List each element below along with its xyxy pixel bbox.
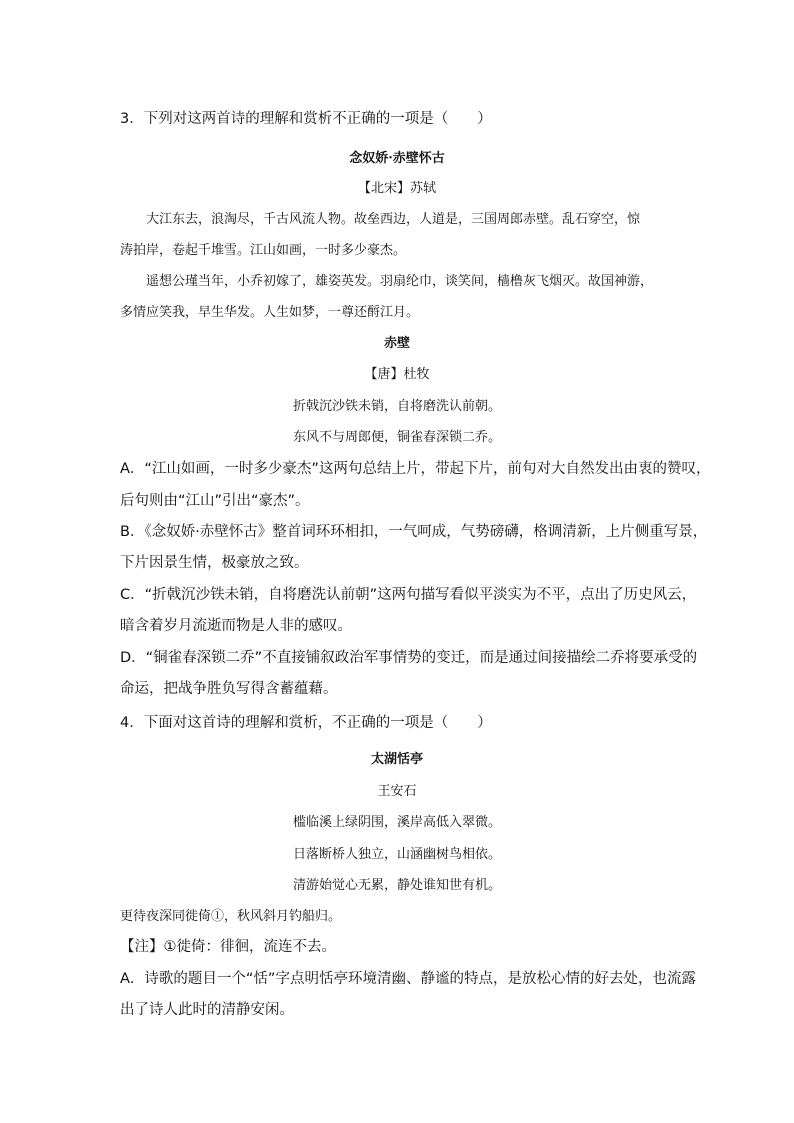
poem-2-line: 折戟沉沙铁未销，自将磨洗认前朝。 [292,399,501,414]
poem-2-title: 赤壁 [383,336,410,351]
poem-3-line: 更待夜深同徙倚①，秋风斜月钓船归。 [120,909,342,924]
poem-1-line: 大江东去，浪淘尽，千古风流人物。故垒西边，人道是，三国周郎赤壁。乱石穿空，惊 [146,212,641,227]
poem-1-line: 涛拍岸，卷起千堆雪。江山如画，一时多少豪杰。 [120,243,407,258]
poem-1-author: 【北宋】苏轼 [357,181,436,196]
poem-2-line: 东风不与周郎便，铜雀春深锁二乔。 [292,430,501,445]
poem-1-line: 多情应笑我，早生华发。人生如梦，一尊还酹江月。 [120,305,420,320]
question-3-stem: 3．下列对这两首诗的理解和赏析不正确的一项是（ ） [120,111,492,127]
option-b-cont: 下片因景生情，极豪放之致。 [120,555,309,571]
option-d: D．“铜雀春深锁二乔”不直接铺叙政治军事情势的变迁，而是通过间接描绘二乔将要承受的 [120,650,698,666]
poem-3-author: 王安石 [377,784,417,799]
option-c-cont: 暗含着岁月流逝而物是人非的感叹。 [120,618,352,634]
question-4-stem: 4．下面对这首诗的理解和赏析，不正确的一项是（ ） [120,715,492,731]
option-a: A．“江山如画，一时多少豪杰”这两句总结上片，带起下片，前句对大自然发出由衷的赞叹， [120,461,711,477]
poem-1-title: 念奴娇·赤壁怀古 [349,151,445,166]
option-a-cont: 出了诗人此时的清静安闲。 [120,1002,294,1018]
option-b: B．《念奴娇·赤壁怀古》整首词环环相扣，一气呵成，气势磅礴，格调清新，上片侧重写景， [120,524,708,540]
poem-3-line: 槛临溪上绿阴围，溪岸高低入翠微。 [292,815,501,830]
option-d-cont: 命运，把战争胜负写得含蓄蕴藉。 [120,681,338,697]
footnote: 【注】①徙倚：徘徊，流连不去。 [120,939,336,955]
poem-2-author: 【唐】杜牧 [364,367,430,382]
option-a: A．诗歌的题目一个“恬”字点明恬亭环境清幽、静谧的特点，是放松心情的好去处，也流露 [120,971,696,987]
option-a-cont: 后句则由“江山”引出“豪杰”。 [120,493,310,509]
poem-3-line: 日落断桥人独立，山涵幽树鸟相依。 [292,847,501,862]
option-c: C．“折戟沉沙铁未销，自将磨洗认前朝”这两句描写看似平淡实为不平，点出了历史风云， [120,587,697,603]
poem-3-title: 太湖恬亭 [370,752,423,767]
poem-3-line: 清游始觉心无累，静处谁知世有机。 [292,878,501,893]
poem-1-line: 遥想公瑾当年，小乔初嫁了，雄姿英发。羽扇纶巾，谈笑间，樯橹灰飞烟灭。故国神游， [146,274,654,289]
